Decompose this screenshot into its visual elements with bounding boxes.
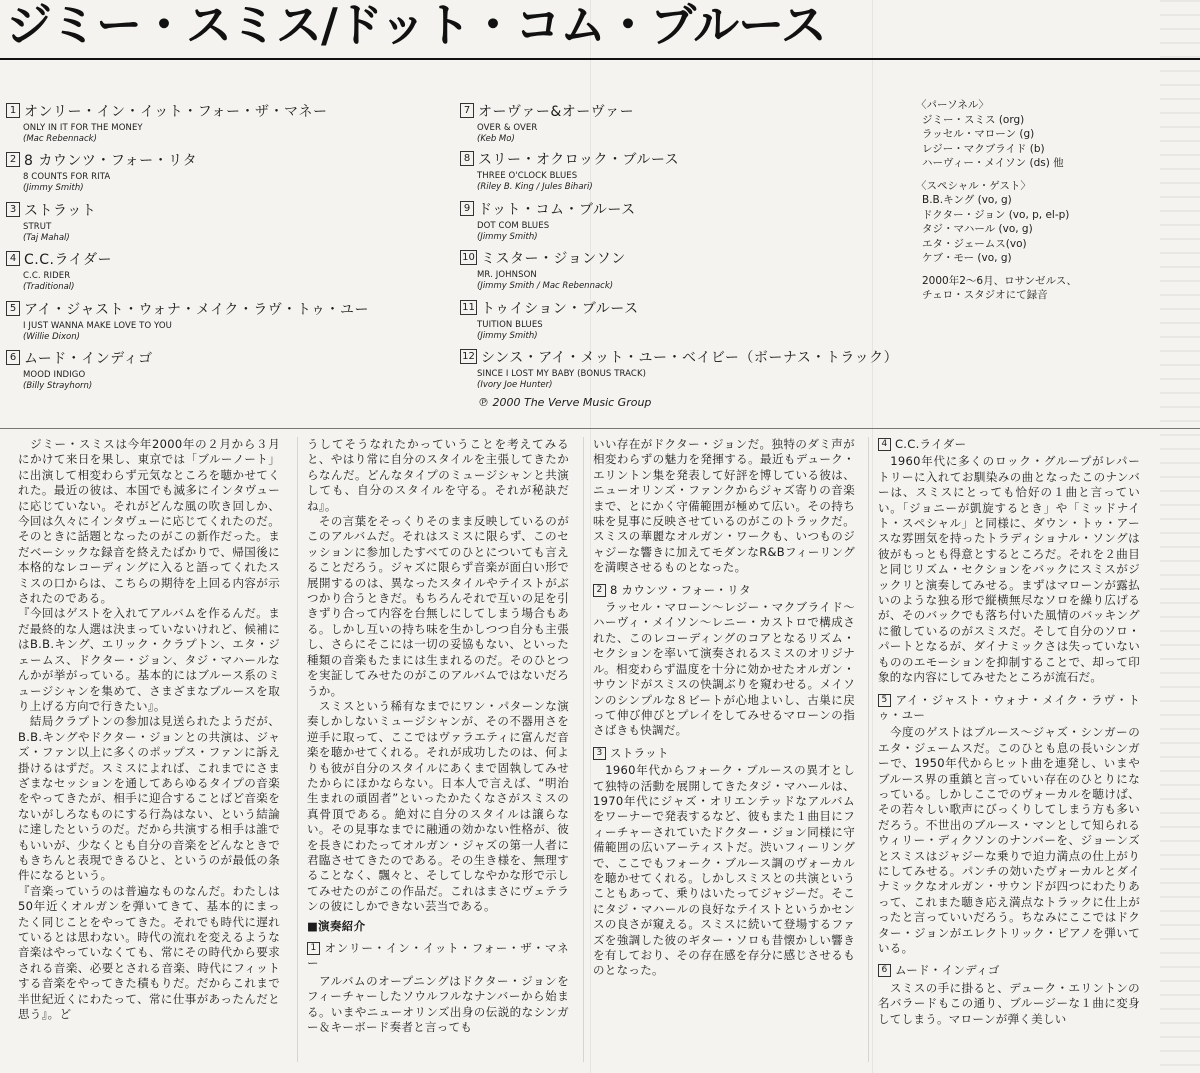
album-title: ジミー・スミス/ドット・コム・ブルース [6, 0, 826, 52]
track-title-en: ONLY IN IT FOR THE MONEY [23, 122, 143, 133]
track-note-heading-3 [593, 746, 855, 761]
track-number: 11 [460, 300, 477, 315]
track-title-en: THREE O'CLOCK BLUES [477, 170, 578, 181]
track-9 [460, 198, 636, 242]
track-title-en: OVER & OVER [477, 122, 538, 133]
track-11 [460, 297, 639, 341]
guest-member: エタ・ジェームス(vo) [922, 237, 1027, 250]
personnel-heading: 〈パーソネル〉 [916, 99, 989, 111]
track-credit: (Ivory Joe Hunter) [477, 379, 553, 390]
track-title-jp: オンリー・イン・イット・フォー・ザ・マネー [24, 103, 328, 120]
track-7 [460, 100, 634, 144]
article-column-2 [307, 437, 569, 1035]
track-4 [6, 248, 112, 292]
track-6 [6, 347, 153, 391]
track-10 [460, 247, 626, 291]
article-column-3 [593, 437, 855, 979]
article-paragraph: 1960年代からフォーク・ブルースの異才として独特の活動を展開してきたタジ・マハールは、1970年代にジャズ・オリエンテッドなアルバムをワーナーで発表するなど、彼もまた１曲目にフィーチャーされていたドクター・ジョン同様に守備範囲の広いアーティストだ。渋いフィーリングで、ここでもフォーク・ブルース調のヴォーカルを聴かせてくれる。しかしスミスとの共演ということもあって、乗りはいたってジャジーだ。そこにタジ・マハールの良好なテイストというかセンスの良さが窺える。スミスに続いて登場するファズを強調した彼のギター・ソロも昔懐かしい響きを有しており、その存在感を存分に感じさせるものとなった。 [593, 763, 855, 978]
track-note-heading-2 [593, 583, 855, 598]
track-number: 1 [6, 103, 20, 118]
track-title-en: TUITION BLUES [477, 319, 543, 330]
track-title-en: STRUT [23, 221, 52, 232]
article-column-4 [878, 437, 1140, 1027]
track-title-jp: ストラット [24, 202, 97, 219]
track-2 [6, 149, 197, 193]
track-12 [460, 346, 898, 390]
guest-member: B.B.キング (vo, g) [922, 194, 1012, 206]
track-title-en: C.C. RIDER [23, 270, 71, 281]
track-number: 2 [6, 152, 20, 167]
track-note-title: 8 カウンツ・フォー・リタ [609, 582, 751, 597]
recording-info: チェロ・スタジオにて録音 [922, 289, 1048, 301]
track-note-title: ストラット [609, 745, 669, 760]
article-paragraph: 『今回はゲストを入れてアルバムを作るんだ。まだ最終的な人選は決まっていないけれど、候補にはB.B.キング、エリック・クラプトン、エタ・ジェームス、ドクター・ジョン、タジ・マハールなんかが挙がっている。基本的にはブルース系のミュージシャンを集めて、さまざまなブルースを取り上げる方向で行きたい』。 [18, 606, 280, 713]
column-divider [868, 437, 869, 1062]
track-title-jp: C.C.ライダー [24, 251, 113, 268]
track-credit: (Jimmy Smith) [23, 182, 84, 193]
track-title-jp: アイ・ジャスト・ウォナ・メイク・ラヴ・トゥ・ユー [24, 301, 369, 318]
article-paragraph: アルバムのオープニングはドクター・ジョンをフィーチャーしたソウルフルなナンバーから始まる。いまやニューオリンズ出身の伝説的なシンガー＆キーボード奏者と言っても [307, 973, 569, 1035]
article-paragraph: いい存在がドクター・ジョンだ。独特のダミ声が相変わらずの魅力を発揮する。最近もデューク・エリントン集を発表して好評を博している彼は、ニューオリンズ・ファンクからジャズ寄りの音楽まで、とにかく守備範囲が極めて広い。その持ち味を見事に反映させているのがこのトラックだ。スミスの華麗なオルガン・ワークも、いつものジャジーな響きに加えてモダンなR&Bフィーリングを満喫させるものとなった。 [593, 437, 855, 575]
article-paragraph: 今度のゲストはブルース〜ジャズ・シンガーのエタ・ジェームスだ。このひとも息の長いシンガーで、1950年代からヒット曲を連発し、いまやブルース界の重鎮と言っていい存在のひとりになっている。しかしここでのヴォーカルを聴けば、その若々しい歌声にびっくりしてしまう方も多いだろう。不世出のブルース・マンとして知られるウィリー・ディクソンのナンバーを、ジョーンズとスミスはジャジーな乗りで迫力満点の仕上がりにしてみせる。パンチの効いたヴォーカルとダイナミックなオルガン・サウンドが四つにわたりあって、これまた聴き応え満点なトラックに仕上がったと言っていいだろう。ちなみにここではドクター・ジョンがエレクトリック・ピアノを弾いている。 [878, 725, 1140, 955]
article-paragraph: スミスの手に掛ると、デューク・エリントンの名バラードもこの通り、ブルージーな１曲に変身してしまう。マローンが弾く美しい [878, 980, 1140, 1026]
track-note-number: 1 [307, 942, 320, 955]
article-paragraph: その言葉をそっくりそのまま反映しているのがこのアルバムだ。それはスミスに限らず、このセッションに参加したすべてのひとについても言えることだろう。ジャズに限らず音楽が面白い形で展開するのは、異なったスタイルやテイストがぶつかり合うときだ。もちろんそれで互いの足を引きずり合って内容を台無しにしてしまう場合もある。しかし互いの持ち味を生かしつつ自分も主張し、さらにそこには一切の妥協もない、といった種類の音楽もたまには生まれるのだ。そのひとつを実証してみせたのがこのアルバムではないだろうか。 [307, 514, 569, 698]
personnel-member: ハーヴィー・メイソン (ds) 他 [922, 157, 1064, 169]
track-note-heading-4 [878, 437, 1140, 452]
track-note-number: 6 [878, 964, 891, 977]
track-number: 4 [6, 251, 20, 266]
track-credit: (Keb Mo) [477, 133, 515, 144]
article-paragraph: 1960年代に多くのロック・グループがレパートリーに入れてお馴染みの曲となったこのナンバーは、スミスにとっても恰好の１曲と言っていい。「ジョニーが凱旋するとき」や「ミッドナイト・スペシャル」と同様に、ダウン・トゥ・アースな雰囲気を持ったトラディショナル・ソングは彼がもっとも得意とするところだ。それを２曲目と同じリズム・セクションをバックにスミスがジックリと演奏してみせる。まずはマローンが露払いのような独る形で縦横無尽なソロを繰り広げるが、そのバックでも落ち付いた風情のバッキングに徹しているのがスミスだ。そして自分のソロ・パートとなるが、ダイナミックさは失っていないもののエモーションを抑制することで、却って印象的な内容にしてみせたところが流石だ。 [878, 454, 1140, 685]
track-title-jp: トゥイション・ブルース [481, 300, 639, 317]
track-title-en: MR. JOHNSON [477, 269, 537, 280]
track-title-jp: 8 カウンツ・フォー・リタ [24, 152, 198, 169]
track-title-jp: スリー・オクロック・ブルース [478, 151, 680, 168]
personnel-member: ラッセル・マローン (g) [922, 128, 1035, 140]
track-title-en: MOOD INDIGO [23, 369, 86, 380]
track-number: 10 [460, 250, 477, 265]
track-note-number: 2 [593, 584, 606, 597]
track-3 [6, 199, 96, 243]
article-paragraph: 『音楽っていうのは普遍なものなんだ。わたしは50年近くオルガンを弾いてきて、基本的にまったく同じことをやってきた。それでも時代に遅れているとは思わない。時代の流れを変えるような音楽はやっていなくても、常にその時代から要求される音楽、必要とされる音楽、時代にフィットする音楽をやってきた積もりだ。だからこれまで半世紀近くにわたって、常に仕事があったんだと思う』。ど [18, 883, 280, 1022]
track-note-heading-6 [878, 963, 1140, 978]
article-paragraph: 結局クラプトンの参加は見送られたようだが、B.B.キングやドクター・ジョンとの共演は、ジャズ・ファン以上に多くのポップス・ファンに訴え掛けるはずだ。スミスによれば、これまでにさまざまなセッションを通してあらゆるタイプの音楽をやってきたが、相手に迎合することばど音楽をないがしろなものにする行為はない、という結論に達したというのだ。だから共演する相手は誰でもいいが、少なくとも自分の音楽をどんなときでもきちんと表現できるひと、というのが最低の条件になるという。 [18, 714, 280, 883]
guest-member: ドクター・ジョン (vo, p, el-p) [922, 208, 1070, 221]
track-credit: (Willie Dixon) [23, 331, 80, 342]
track-number: 8 [460, 151, 474, 166]
track-note-number: 3 [593, 747, 606, 760]
track-credit: (Traditional) [23, 281, 75, 292]
article-column-1 [18, 437, 280, 1022]
track-note-number: 4 [878, 438, 891, 451]
track-note-number: 5 [878, 694, 891, 707]
column-divider [583, 437, 584, 1062]
track-title-jp: シンス・アイ・メット・ユー・ベイビー（ボーナス・トラック） [481, 349, 899, 366]
track-number: 6 [6, 350, 20, 365]
track-credit: (Jimmy Smith / Mac Rebennack) [477, 280, 614, 291]
track-title-jp: ドット・コム・ブルース [478, 201, 636, 218]
article-paragraph: ジミー・スミスは今年2000年の２月から３月にかけて来日を果し、東京では「ブルーノート」に出演して相変わらず元気なところを聴かせてくれた。最近の彼は、本国でも滅多にインタヴューに応じていない。それがどんな風の吹き回しか、今回は久々にインタヴューに応じてくれたのだ。そのときに話題となったのがこの新作だった。まだベーシックな録音を終えたばかりで、帰国後に本格的なレコーディングに入ると語ってくれたスミスの口からは、こちらの期待を上回る内容が示されたのである。 [18, 437, 280, 606]
copyright-line: ℗ 2000 The Verve Music Group [478, 396, 652, 409]
personnel-block [916, 98, 1078, 303]
column-divider [297, 437, 298, 1062]
track-title-en: SINCE I LOST MY BABY (BONUS TRACK) [477, 368, 647, 379]
article-paragraph: スミスという稀有なまでにワン・パターンな演奏しかしないミュージシャンが、その不器用さを逆手に取って、ここではヴァラエティに富んだ音楽を聴かせてくれる。それが成功したのは、何よりも彼が自分のスタイルにあくまで固執してみせたからにほかならない。日本人で言えば、“明治生まれの頑固者”といったかたくなさがスミスの真骨頂である。絶対に自分のスタイルは譲らない。その見事なまでに融通の効かない性格が、彼を長きにわたってオルガン・ジャズの第一人者に君臨させてきたのである。その生き様を、無理することなく、飄々と、そしてしなやかな形で示してみせたのがこの作品だ。これはまさにヴェテランの彼にしかできない芸当である。 [307, 698, 569, 914]
track-title-jp: オーヴァー&オーヴァー [478, 103, 635, 120]
track-credit: (Billy Strayhorn) [23, 380, 93, 391]
track-title-jp: ムード・インディゴ [24, 350, 153, 367]
title-rule [0, 58, 1200, 60]
guest-member: タジ・マハール (vo, g) [922, 223, 1033, 235]
track-5 [6, 298, 369, 342]
track-number: 7 [460, 103, 474, 118]
track-title-en: 8 COUNTS FOR RITA [23, 171, 111, 182]
track-title-jp: ミスター・ジョンソン [481, 250, 626, 267]
track-number: 5 [6, 301, 20, 316]
personnel-member: レジー・マクブライド (b) [922, 142, 1045, 155]
track-note-title: C.C.ライダー [894, 437, 967, 451]
guests-heading: 〈スペシャル・ゲスト〉 [916, 179, 1031, 192]
track-number: 9 [460, 201, 474, 216]
track-title-en: DOT COM BLUES [477, 220, 550, 231]
track-note-title: ムード・インディゴ [894, 963, 1000, 978]
track-credit: (Jimmy Smith) [477, 330, 538, 341]
track-credit: (Mac Rebennack) [23, 133, 97, 144]
personnel-member: ジミー・スミス (org) [922, 113, 1025, 126]
article-paragraph: ラッセル・マローン〜レジー・マクブライド〜ハーヴィ・メイソン〜レニー・カストロで構成された、このレコーディングのコアとなるリズム・セクションを率いて演奏されるスミスのオリジナル。相変わらず温度を十分に効かせたオルガン・サウンドがスミスの快調ぶりを窺わせる。メイソンのシンプルな８ビートが心地よいし、古巣に戻って伸び伸びとプレイをしてみせるマローンの指さばきも快調だ。 [593, 600, 855, 738]
track-credit: (Riley B. King / Jules Bihari) [477, 181, 593, 192]
track-note-title: アイ・ジャスト・ウォナ・メイク・ラヴ・トゥ・ユー [878, 692, 1141, 722]
track-number: 12 [460, 349, 477, 364]
bleed-through [1160, 0, 1200, 1073]
recording-info: 2000年2〜6月、ロサンゼルス、 [922, 274, 1078, 287]
section-divider [0, 428, 1200, 429]
track-note-title: オンリー・イン・イット・フォー・ザ・マネー [307, 941, 569, 971]
track-title-en: I JUST WANNA MAKE LOVE TO YOU [23, 320, 172, 331]
section-heading: ■演奏紹介 [307, 918, 366, 933]
track-note-heading-5 [878, 693, 1140, 724]
track-1 [6, 100, 328, 144]
track-note-heading-1 [307, 941, 569, 972]
track-number: 3 [6, 202, 20, 217]
track-credit: (Jimmy Smith) [477, 231, 538, 242]
fold-line [872, 0, 873, 1073]
track-8 [460, 148, 679, 192]
article-paragraph: うしてそうなれたかっていうことを考えてみると、やはり常に自分のスタイルを主張してきたからなんだ。どんなタイプのミュージシャンと共演しても、自分のスタイルを守る。それが秘訣だね』。 [307, 437, 569, 513]
track-credit: (Taj Mahal) [23, 232, 70, 243]
guest-member: ケブ・モー (vo, g) [922, 252, 1012, 264]
